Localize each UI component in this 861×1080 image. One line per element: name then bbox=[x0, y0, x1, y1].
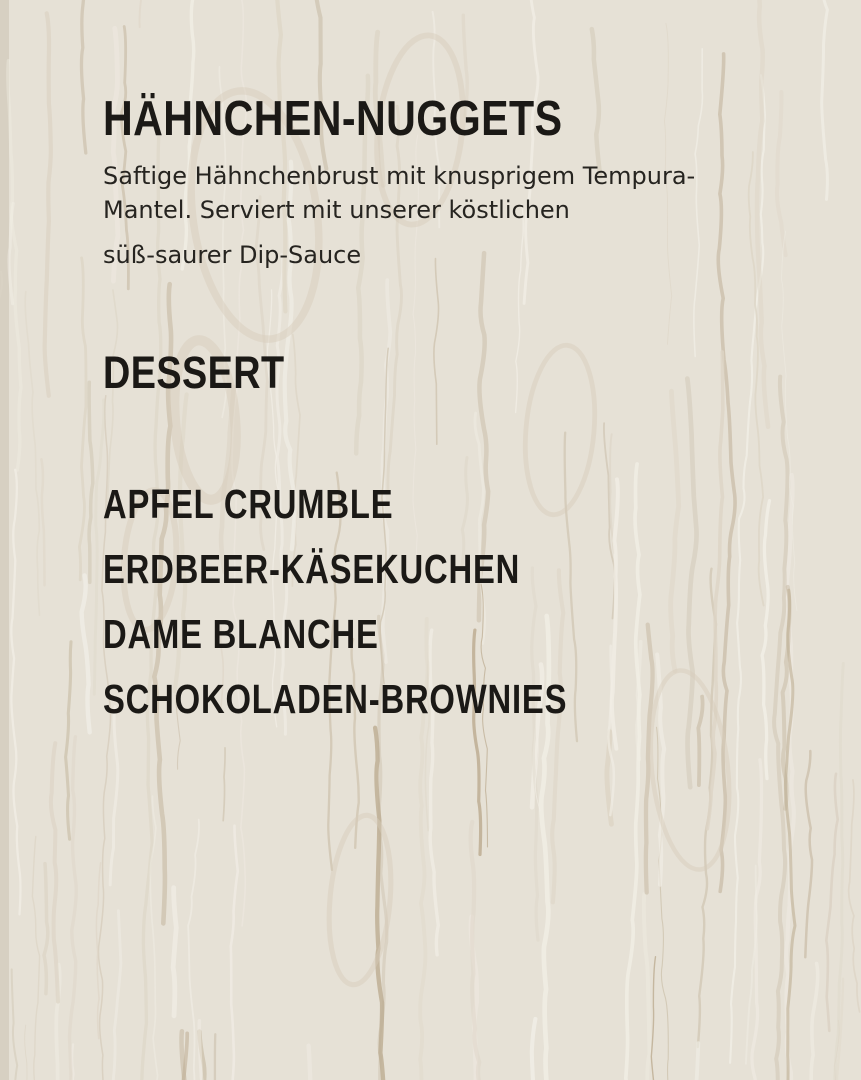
description-line-2: Mantel. Serviert mit unserer köstlichen bbox=[103, 196, 570, 224]
menu-item-schokoladen-brownies: SCHOKOLADEN-BROWNIES bbox=[103, 676, 568, 722]
menu-item-apfel-crumble: APFEL CRUMBLE bbox=[103, 481, 394, 527]
section-title-dessert: DESSERT bbox=[103, 347, 285, 398]
description-line-1: Saftige Hähnchenbrust mit knusprigem Tempura- bbox=[103, 162, 696, 190]
dessert-item-list bbox=[103, 472, 683, 732]
section-title-haehnchen-nuggets: HÄHNCHEN-NUGGETS bbox=[103, 92, 563, 146]
menu-item-erdbeer-kaesekuchen: ERDBEER-KÄSEKUCHEN bbox=[103, 546, 521, 592]
menu-item-dame-blanche: DAME BLANCHE bbox=[103, 611, 379, 657]
section-description bbox=[103, 159, 695, 227]
dip-sauce-note: süß-saurer Dip-Sauce bbox=[103, 241, 362, 269]
